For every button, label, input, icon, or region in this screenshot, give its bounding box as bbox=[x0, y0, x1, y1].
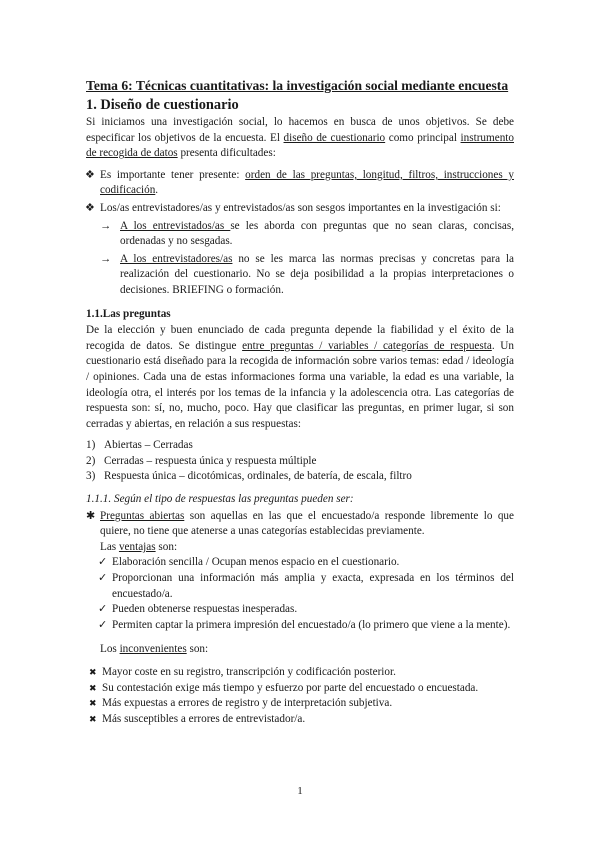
item-text: Respuesta única – dicotómicas, ordinales, de batería, de escala, filtro bbox=[104, 470, 412, 483]
para-text-1: De la elección y buen enunciado de cada pregunta depende la fiabilidad y el éxito de la recogida de datos. Se distingue bbox=[86, 324, 514, 352]
asterisk-bullet-icon: ✱ bbox=[86, 509, 96, 522]
item-number: 3) bbox=[86, 470, 96, 483]
bullet-item bbox=[86, 168, 514, 199]
check-item bbox=[86, 571, 514, 602]
inconvenientes-label bbox=[86, 642, 514, 658]
preguntas-paragraph bbox=[86, 323, 514, 432]
cross-item bbox=[86, 696, 514, 712]
numbered-item bbox=[86, 469, 514, 485]
para-underlined: entre preguntas / variables / categorías de respuesta bbox=[242, 339, 492, 352]
intro-underlined-1: diseño de cuestionario bbox=[283, 131, 386, 144]
cross-text: Su contestación exige más tiempo y esfuerzo por parte del encuestado o encuestada. bbox=[102, 681, 479, 694]
section-heading-1-1-1: 1.1.1. Según el tipo de respuestas las preguntas pueden ser: bbox=[86, 493, 354, 506]
document-page bbox=[86, 78, 514, 727]
section-heading-1-1: 1.1.Las preguntas bbox=[86, 307, 171, 320]
intro-underlined-2: instrumento de recogida de datos bbox=[86, 131, 514, 160]
arrow-icon: → bbox=[100, 252, 112, 265]
arrow-icon: → bbox=[100, 219, 112, 232]
arrow-text: se les aborda con preguntas que no sean claras, concisas, ordenadas y no sesgadas. bbox=[120, 219, 514, 248]
star-item bbox=[86, 509, 514, 540]
check-item bbox=[86, 618, 514, 634]
numbered-item bbox=[86, 438, 514, 454]
para-text-2: . Un cuestionario está diseñado para la recogida de información sobre varios temas: edad / ideología / opiniones. Cada una de estas informaciones forma una variable, la edad es una variable, la ideología otra, el interés por los temas de la infancia y la adolescencia otra. Las categorías de respuesta son: sí, no, mucho, poco. Hay que clasificar las preguntas, en primer lugar, si son cerradas y abiertas, en relación a sus respuestas: bbox=[86, 339, 514, 430]
item-text: Cerradas – respuesta única y respuesta múltiple bbox=[104, 454, 317, 467]
ventajas-underlined: ventajas bbox=[118, 540, 156, 553]
numbered-item bbox=[86, 454, 514, 470]
check-item bbox=[86, 555, 514, 571]
item-text: Abiertas – Cerradas bbox=[104, 439, 193, 452]
check-item bbox=[86, 602, 514, 618]
star-underlined: Preguntas abiertas bbox=[100, 509, 185, 522]
diamond-bullet-icon: ❖ bbox=[85, 201, 95, 214]
bullet-underlined: orden de las preguntas, longitud, filtros, instrucciones y codificación bbox=[100, 168, 515, 197]
intro-text-2: como principal bbox=[385, 131, 461, 144]
ventajas-text-1: Las bbox=[100, 540, 119, 553]
arrow-underlined: A los entrevistados/as bbox=[120, 219, 231, 232]
ventajas-text-2: son: bbox=[155, 540, 178, 553]
check-text: Permiten captar la primera impresión del encuestado/a (lo primero que viene a la mente). bbox=[112, 618, 511, 631]
inconv-text-1: Los bbox=[100, 643, 120, 656]
section-heading-1: 1. Diseño de cuestionario bbox=[86, 97, 239, 113]
check-text: Elaboración sencilla / Ocupan menos espacio en el cuestionario. bbox=[112, 556, 400, 569]
inconv-text-2: son: bbox=[186, 643, 209, 656]
bullet-item bbox=[86, 201, 514, 217]
item-number: 2) bbox=[86, 454, 96, 467]
item-number: 1) bbox=[86, 439, 96, 452]
check-text: Pueden obtenerse respuestas inesperadas. bbox=[112, 603, 298, 616]
check-icon: ✓ bbox=[98, 556, 108, 569]
cross-text: Mayor coste en su registro, transcripción y codificación posterior. bbox=[102, 666, 396, 678]
inconv-underlined: inconvenientes bbox=[119, 643, 187, 656]
numbered-list bbox=[86, 438, 514, 485]
cross-item bbox=[86, 681, 514, 697]
cross-text: Más expuestas a errores de registro y de interpretación subjetiva. bbox=[102, 697, 393, 710]
intro-text-3: presenta dificultades: bbox=[177, 147, 276, 160]
arrow-item bbox=[100, 219, 514, 250]
arrow-underlined: A los entrevistadores/as bbox=[120, 252, 233, 265]
check-icon: ✓ bbox=[98, 618, 108, 631]
cross-text: Más susceptibles a errores de entrevistador/a. bbox=[102, 712, 306, 725]
arrow-item bbox=[100, 252, 514, 299]
cross-item bbox=[86, 665, 514, 681]
diamond-bullet-icon: ❖ bbox=[85, 168, 95, 181]
cross-icon: ✖ bbox=[89, 682, 97, 693]
bullet-text: Los/as entrevistadores/as y entrevistados/as son sesgos importantes en la investigación si: bbox=[100, 201, 501, 214]
intro-paragraph bbox=[86, 115, 514, 162]
ventajas-label bbox=[86, 540, 514, 556]
check-text: Proporcionan una información más amplia y exacta, expresada en los términos del encuestado/a. bbox=[112, 572, 514, 600]
star-text: son aquellas en las que el encuestado/a responde libremente lo que quiere, no tiene que atenerse a unas categorías establecidas previamente. bbox=[100, 509, 514, 538]
arrow-text: no se les marca las normas precisas y concretas para la realización del cuestionario. No se deja posibilidad a la propias interpretaciones o decisiones. BRIEFING o formación. bbox=[120, 252, 514, 296]
page-number: 1 bbox=[297, 785, 303, 797]
check-icon: ✓ bbox=[98, 603, 108, 616]
bullet-text: Es importante tener presente: bbox=[100, 168, 246, 181]
cross-item bbox=[86, 712, 514, 728]
intro-text-1: Si iniciamos una investigación social, lo hacemos en busca de unos objetivos. Se debe especificar los objetivos de la encuesta. El bbox=[86, 116, 514, 144]
check-icon: ✓ bbox=[98, 572, 108, 585]
cross-icon: ✖ bbox=[89, 713, 97, 724]
document-title: Tema 6: Técnicas cuantitativas: la investigación social mediante encuesta bbox=[86, 78, 509, 93]
bullet-text-end: . bbox=[155, 184, 159, 197]
cross-icon: ✖ bbox=[89, 667, 97, 677]
cross-icon: ✖ bbox=[89, 698, 97, 709]
